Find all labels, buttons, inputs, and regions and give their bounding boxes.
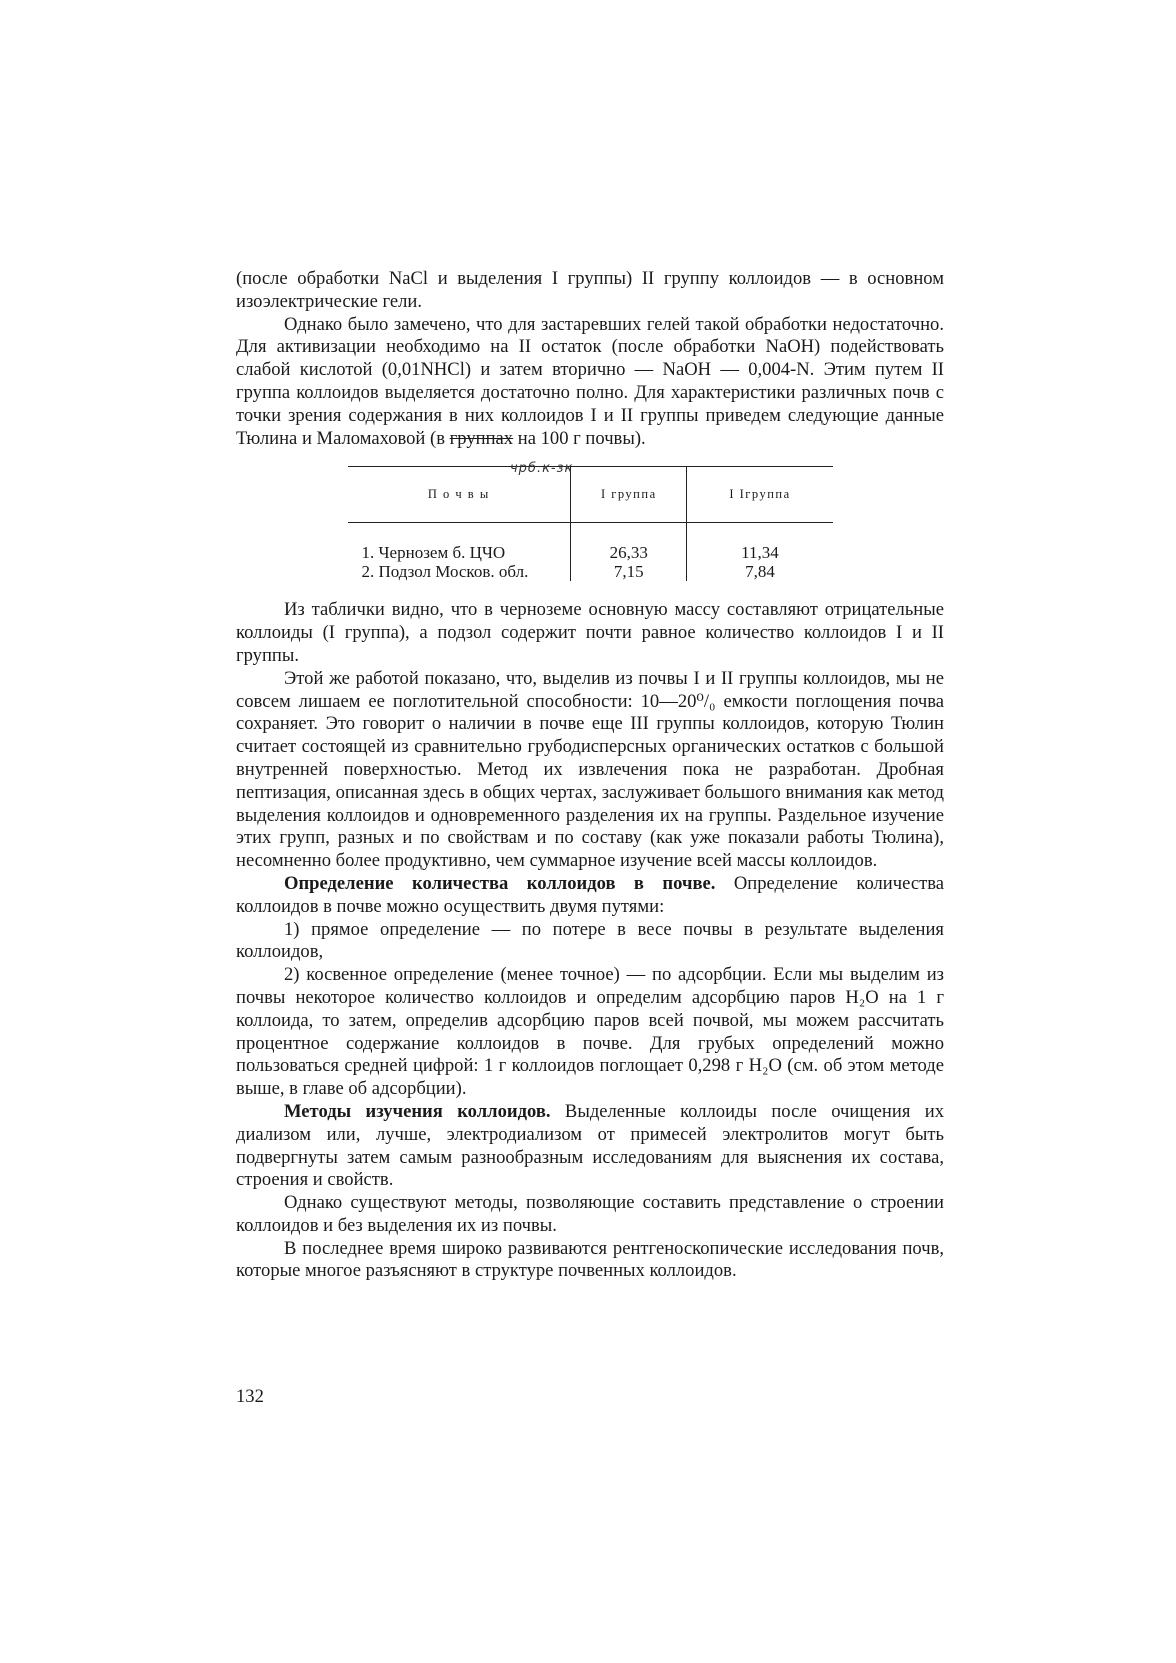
paragraph-5-text: Определение количества коллоидов в почве можно осуществить двумя путями: [236,872,944,917]
soil-name: 2. Подзол Москов. обл. [361,562,529,582]
paragraph-2-end: на 100 г почвы). [517,427,646,449]
paragraph-2-text: Однако было замечено, что для застаревших гелей такой обработки недостаточно. Для активизации необходимо на II остаток (после обработки NaOH) подействовать слабой кислотой (0,01NHCl) и затем вторично — NaOH — 0,004-N. Этим путем II группа коллоидов выделяется достаточно полно. Для характеристики различных почв с точки зрения содержания в них коллоидов I и II группы приведем следующие данные Тюлина и Маломаховой (в [236,313,944,449]
struck-word: группах [449,427,514,449]
paragraph-7: 2) косвенное определение (менее точное) — по адсорбции. Если мы выделим из почвы некоторое количество коллоидов и определим адсорбцию паров H₂O на 1 г коллоида, то затем, определив адсорбцию паров всей почвой, мы можем рассчитать процентное содержание коллоидов в почве. Для грубых определений можно пользоваться средней цифрой: 1 г коллоидов поглощает 0,298 г H₂O (см. об этом методе выше, в главе об адсорбции). [236,964,944,1100]
paragraph-8 [236,1101,944,1192]
paragraph-3: Из таблички видно, что в черноземе основную массу составляют отрицательные коллоиды (I группа), а подзол содержит почти равное количество коллоидов I и II группы. [236,599,944,666]
handwritten-correction: чрб.к-зк [510,461,574,476]
soil-name: 1. Чернозем б. ЦЧО [361,543,506,563]
header-group-2: I Iгруппа [687,467,833,523]
section-heading-methods: Методы изучения коллоидов. [284,1100,551,1122]
page-number: 132 [236,1386,264,1407]
section-heading-quantity: Определение количества коллоидов в почве. [284,872,716,894]
paragraph-6: 1) прямое определение — по потере в весе почвы в результате выделения коллоидов, [236,918,944,963]
colloid-table [348,466,833,581]
group-2-value: 11,34 [687,523,833,563]
paragraph-1: (после обработки NaCl и выделения I группы) II группу коллоидов — в основном изоэлектрические гели. [236,268,944,312]
paragraph-8-text: Выделенные коллоиды после очищения их диализом или, лучше, электродиализом от примесей электролитов могут быть подвергнуты затем самым разнообразным исследованиям для выяснения их состава, строения и свойств. [236,1100,944,1191]
table-header-row [348,467,833,523]
header-group-1: I группа [571,467,687,523]
paragraph-10: В последнее время широко развиваются рентгеноскопические исследования почв, которые многое разъясняют в структуре почвенных коллоидов. [236,1237,944,1282]
group-1-value: 7,15 [571,562,687,581]
paragraph-9: Однако существуют методы, позволяющие составить представление о строении коллоидов и без выделения их из почвы. [236,1192,944,1236]
table-row [348,562,833,581]
table-wrapper [236,466,944,581]
paragraph-2 [236,314,944,451]
group-2-value: 7,84 [687,562,833,581]
paragraph-4: Этой же работой показано, что, выделив из почвы I и II группы коллоидов, мы не совсем лишаем ее поглотительной способности: 10—20⁰/₀ емкости поглощения почва сохраняет. Это говорит о наличии в почве еще III группы коллоидов, которую Тюлин считает состоящей из сравнительно грубодисперсных органических остатков с большой внутренней поверхностью. Метод их извлечения пока не разработан. Дробная пептизация, описанная здесь в общих чертах, заслуживает большого внимания как метод выделения коллоидов и одновременного разделения их на группы. Раздельное изучение этих групп, разных и по свойствам и по составу (как уже показали работы Тюлина), несомненно более продуктивно, чем суммарное изучение всей массы коллоидов. [236,667,944,872]
header-soil: П о ч в ы [348,467,571,523]
group-1-value: 26,33 [571,523,687,563]
paragraph-5 [236,873,944,919]
table-row [348,523,833,563]
page-text [236,268,944,1283]
